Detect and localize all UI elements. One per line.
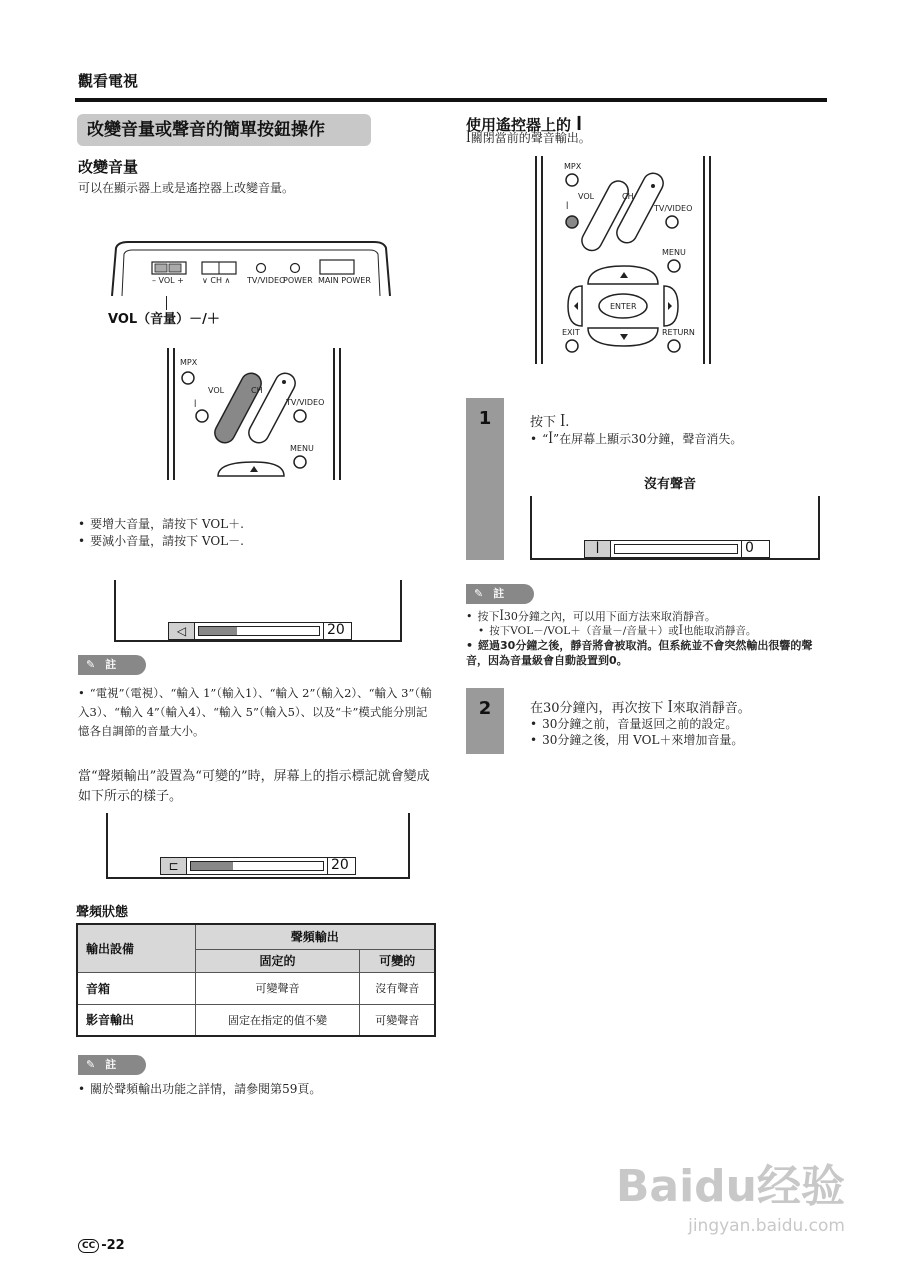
note-text: • “電視”（電視）、“輸入 1”（輸入1）、“輸入 2”（輸入2）、“輸入 3”（輸入3）、“輸入 4”（輸入4）、“輸入 5”（輸入5）、以及“卡”模式能分別記憶各自調節的音量大小。: [78, 684, 438, 741]
remote-illustration-mute: [534, 156, 712, 364]
tv-panel-illustration: [108, 240, 394, 296]
no-sound-label: 沒有聲音: [644, 477, 697, 492]
step1-text: 按下 ꟾ.: [530, 415, 570, 430]
remote-illustration-vol: [166, 348, 342, 480]
panel-power-label: POWER: [283, 276, 313, 285]
lang-badge: CC: [78, 1239, 99, 1253]
bullet-vol-up: • 要增大音量，請按下 VOL＋.: [78, 516, 244, 533]
remote-tvvideo-label: TV/VIDEO: [654, 204, 693, 213]
volume-screen-1: [114, 580, 402, 642]
note-item: • 按下VOL－/VOL＋（音量－/音量＋）或ꟾ也能取消靜音。: [478, 624, 826, 639]
panel-ch-label: ∨ CH ∧: [202, 276, 231, 285]
enter-button: ENTER: [610, 302, 637, 311]
volume-fill: [199, 627, 237, 635]
table-row: 影音輸出 固定在指定的值不變 可變聲音: [77, 1004, 435, 1036]
right-subtitle: ꟾ關閉當前的聲音輸出。: [466, 131, 591, 145]
vol-caption: VOL（音量）－/＋: [108, 312, 220, 327]
pencil-icon: ✎: [86, 658, 96, 671]
right-title: 使用遙控器上的 ꟾ: [466, 116, 582, 134]
page-footer: [78, 1238, 125, 1253]
header-rule: [75, 98, 827, 102]
remote-menu-label: MENU: [662, 248, 686, 257]
speaker-muted-icon: ꟾ: [585, 541, 611, 557]
col-device-header: 輸出設備: [77, 924, 195, 972]
remote-vol-label: VOL: [578, 192, 595, 201]
remote-tvvideo-label: TV/VIDEO: [286, 398, 325, 407]
note-label: ✎ 註: [466, 584, 534, 604]
step2-bullet: • 30分鐘之前，音量返回之前的設定。: [530, 716, 737, 733]
volume-value: 20: [323, 623, 351, 639]
remote-mpx-label: MPX: [564, 162, 582, 171]
intro-text: 可以在顯示器上或是遙控器上改變音量。: [78, 181, 295, 195]
audio-status-table: [76, 923, 436, 1037]
audio-output-paragraph: 當“聲頻輸出”設置為“可變的”時，屏幕上的指示標記就會變成如下所示的樣子。: [78, 769, 430, 804]
section-title: 改變音量或聲音的簡單按鈕操作: [77, 114, 371, 146]
step1-bullet: • “ꟾ”在屏幕上顯示30分鐘，聲音消失。: [530, 431, 742, 448]
table-title: 聲頻狀態: [76, 905, 129, 920]
volume-value: 20: [327, 858, 355, 874]
panel-tvvideo-label: TV/VIDEO: [247, 276, 286, 285]
note-item: • 按下ꟾ30分鐘之內，可以用下面方法來取消靜音。: [466, 609, 826, 624]
step-number-1: 1: [466, 398, 504, 560]
volume-bar: [168, 622, 352, 640]
watermark-logo: Baidu经验: [615, 1161, 845, 1212]
page-number: -22: [101, 1238, 125, 1253]
step-number-2: 2: [466, 688, 504, 754]
table-row: 音箱 可變聲音 沒有聲音: [77, 972, 435, 1004]
note-text: • 關於聲頻輸出功能之詳情，請參閱第59頁。: [78, 1081, 321, 1098]
note-label: ✎ 註: [78, 655, 146, 675]
remote-exit-label: EXIT: [562, 328, 580, 337]
volume-value: 0: [741, 541, 769, 557]
mute-screen: [530, 496, 820, 560]
panel-vol-label: – VOL +: [152, 276, 184, 285]
remote-ch-label: CH: [251, 386, 263, 395]
mute-icon: ꟾ: [566, 202, 569, 211]
step2-bullet: • 30分鐘之後，用 VOL＋來增加音量。: [530, 732, 743, 749]
remote-vol-label: VOL: [208, 386, 225, 395]
remote-menu-label: MENU: [290, 444, 314, 453]
col-variable-header: 可變的: [360, 949, 435, 972]
remote-return-label: RETURN: [662, 328, 695, 337]
speaker-icon: ◁: [169, 623, 195, 639]
note-label: ✎ 註: [78, 1055, 146, 1075]
note-item-bold: • 經過30分鐘之後，靜音將會被取消。但系統並不會突然輸出很響的聲音，因為音量級會自動設置到0。: [466, 638, 828, 668]
page-header: 觀看電視: [78, 72, 139, 90]
pencil-icon: ✎: [474, 587, 484, 600]
col-fixed-header: 固定的: [195, 949, 360, 972]
pencil-icon: ✎: [86, 1058, 96, 1071]
bullet-vol-down: • 要減小音量，請按下 VOL－.: [78, 533, 244, 550]
subheading: 改變音量: [78, 158, 139, 176]
remote-mpx-label: MPX: [180, 358, 198, 367]
volume-bar-variable: [160, 857, 356, 875]
volume-fill: [191, 862, 233, 870]
remote-ch-label: CH: [622, 192, 634, 201]
watermark-url: jingyan.baidu.com: [688, 1216, 845, 1236]
mute-volume-bar: [584, 540, 770, 558]
audio-out-icon: ⊏: [161, 858, 187, 874]
col-audio-header: 聲頻輸出: [195, 924, 435, 949]
step2-text: 在30分鐘內，再次按下 ꟾ來取消靜音。: [530, 701, 751, 716]
volume-screen-2: [106, 813, 410, 879]
panel-main-power-label: MAIN POWER: [318, 276, 371, 285]
mute-icon: ꟾ: [194, 400, 197, 409]
